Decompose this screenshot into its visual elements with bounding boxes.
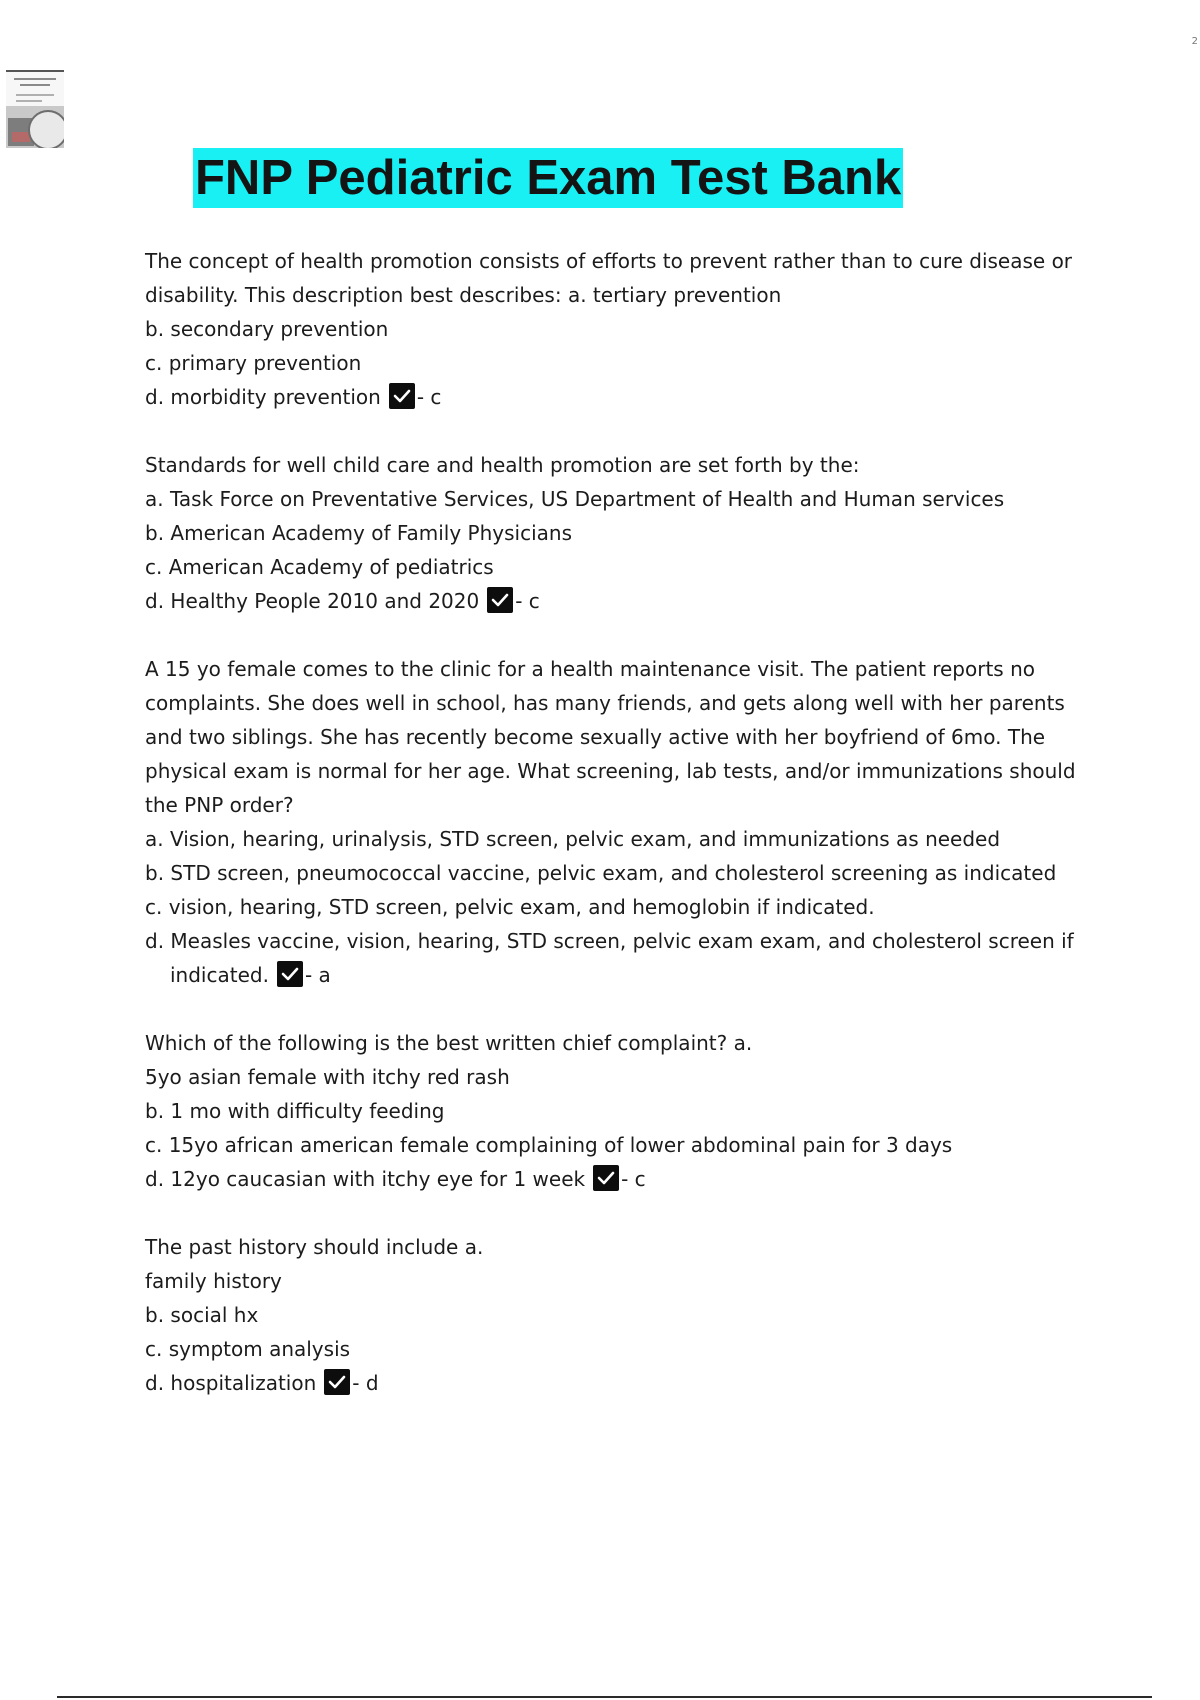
title-highlight <box>193 148 903 208</box>
question-text: Standards for well child care and health promotion are set forth by the: <box>145 453 860 477</box>
option: d. morbidity prevention <box>145 385 381 409</box>
question-text: The past history should include a. <box>145 1235 484 1259</box>
answer-key: - a <box>304 963 331 987</box>
option: c. vision, hearing, STD screen, pelvic exam, and hemoglobin if indicated. <box>145 895 875 919</box>
checkmark-icon <box>389 383 415 409</box>
answer-key: - c <box>515 589 540 613</box>
answer-key: - c <box>416 385 442 409</box>
question-3 <box>145 652 1105 992</box>
question-1 <box>145 244 1105 414</box>
question-text: Which of the following is the best written chief complaint? a. <box>145 1031 753 1055</box>
answer-key: - c <box>621 1167 646 1191</box>
question-2 <box>145 448 1105 618</box>
question-list <box>145 244 1105 1434</box>
option: family history <box>145 1269 282 1293</box>
option: 5yo asian female with itchy red rash <box>145 1065 510 1089</box>
option: d. hospitalization <box>145 1371 317 1395</box>
checkmark-icon <box>593 1165 619 1191</box>
question-text: The concept of health promotion consists of efforts to prevent rather than to cure disease or disability. This description best describes: a. tertiary prevention <box>145 249 1073 307</box>
option: b. secondary prevention <box>145 317 389 341</box>
question-text: A 15 yo female comes to the clinic for a health maintenance visit. The patient reports no complaints. She does well in school, has many friends, and gets along well with her parents and two siblings. She has recently become sexually active with her boyfriend of 6mo. The physical exam is normal for her age. What screening, lab tests, and/or immunizations should the PNP order? <box>145 657 1076 817</box>
option: b. American Academy of Family Physicians <box>145 521 573 545</box>
option: c. 15yo african american female complaining of lower abdominal pain for 3 days <box>145 1133 953 1157</box>
option: c. symptom analysis <box>145 1337 351 1361</box>
checkmark-icon <box>487 587 513 613</box>
option: c. American Academy of pediatrics <box>145 555 494 579</box>
option: c. primary prevention <box>145 351 362 375</box>
document-thumbnail <box>6 70 64 148</box>
answer-key: - d <box>352 1371 379 1395</box>
page-title: FNP Pediatric Exam Test Bank <box>195 151 902 205</box>
option: d. 12yo caucasian with itchy eye for 1 week <box>145 1167 586 1191</box>
option: a. Vision, hearing, urinalysis, STD screen, pelvic exam, and immunizations as needed <box>145 827 1001 851</box>
question-5 <box>145 1230 1105 1400</box>
checkmark-icon <box>277 961 303 987</box>
option: d. Measles vaccine, vision, hearing, STD screen, pelvic exam exam, and cholesterol screen if indicated. <box>145 929 1074 987</box>
checkmark-icon <box>324 1369 350 1395</box>
footer-divider <box>57 1696 1152 1698</box>
option: b. 1 mo with difficulty feeding <box>145 1099 445 1123</box>
question-4 <box>145 1026 1105 1196</box>
option: b. social hx <box>145 1303 259 1327</box>
option: b. STD screen, pneumococcal vaccine, pelvic exam, and cholesterol screening as indicated <box>145 861 1057 885</box>
page-number: 2 <box>1191 36 1198 47</box>
option: a. Task Force on Preventative Services, US Department of Health and Human services <box>145 487 1005 511</box>
option: d. Healthy People 2010 and 2020 <box>145 589 480 613</box>
